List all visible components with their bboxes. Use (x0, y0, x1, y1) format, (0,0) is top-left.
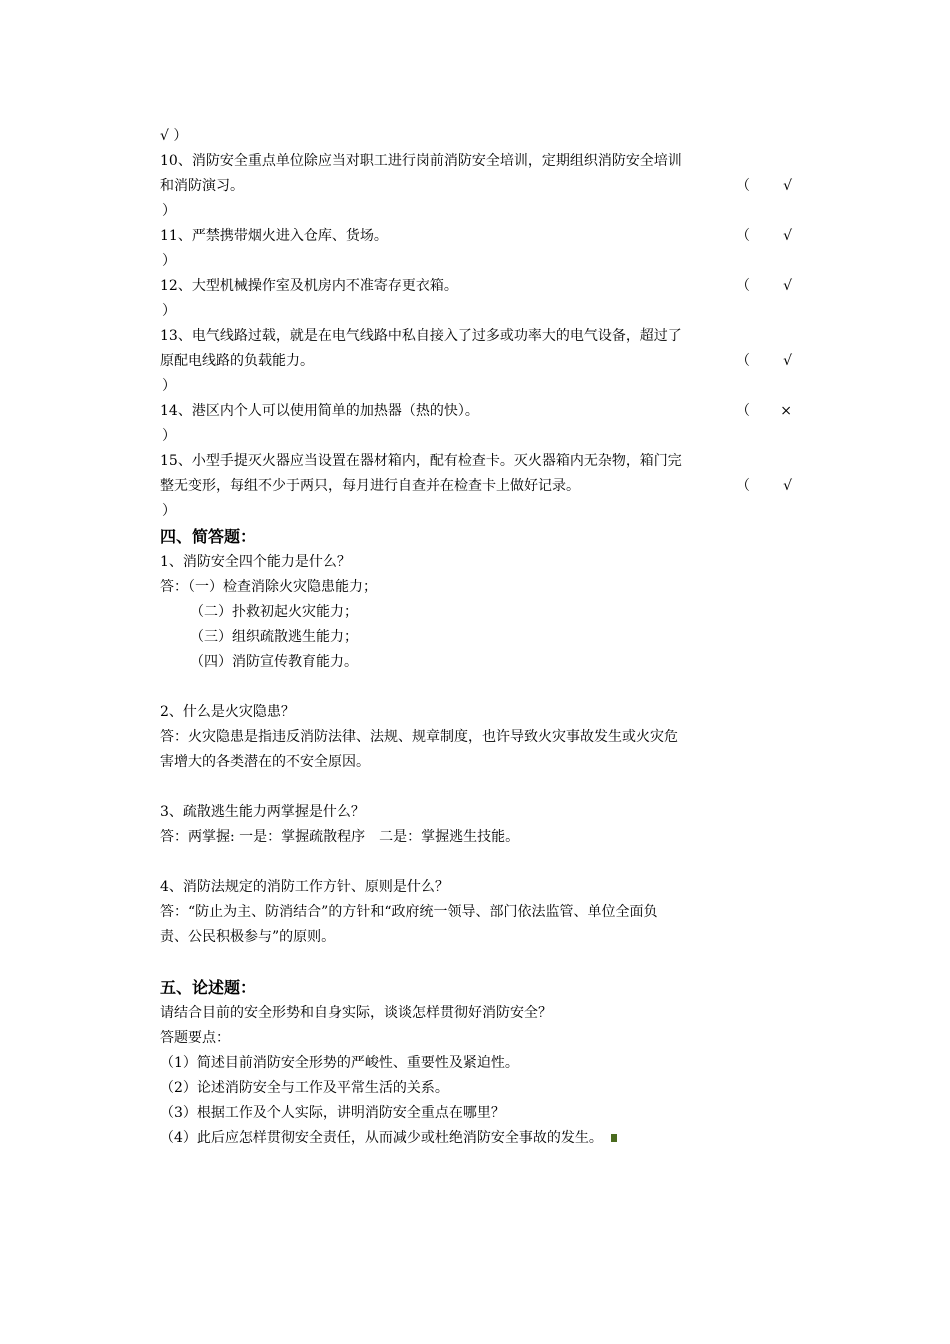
tf-item-14-text: 14、港区内个人可以使用简单的加热器（热的快）。 (160, 403, 479, 419)
paren-close: ） (162, 203, 176, 219)
paren-open: （ (736, 403, 750, 419)
tf-item-13-line2 (160, 349, 792, 374)
point-1: （1）简述目前消防安全形势的严峻性、重要性及紧迫性。 (160, 1055, 519, 1071)
tf-item-12-text: 12、大型机械操作室及机房内不准寄存更衣箱。 (160, 278, 458, 294)
answer-mark: √ (783, 278, 792, 294)
tf-item-13-text: 原配电线路的负载能力。 (160, 353, 314, 369)
paren-close: ） (162, 503, 176, 519)
tf-item-12-answer (736, 274, 792, 299)
spacer (160, 950, 792, 975)
paren-close: ） (162, 378, 176, 394)
tf-item-15-answer (736, 474, 792, 499)
q1-answer-2: （二）扑救初起火灾能力； (190, 604, 358, 620)
q4-question: 4、消防法规定的消防工作方针、原则是什么？ (160, 879, 449, 895)
paren-close: ） (162, 303, 176, 319)
essay-prompt: 请结合目前的安全形势和自身实际，谈谈怎样贯彻好消防安全？ (160, 1005, 552, 1021)
paren-close: ） (162, 253, 176, 269)
q2-answer-2: 害增大的各类潜在的不安全原因。 (160, 754, 370, 770)
q3-answer-1: 答：两掌握: 一是：掌握疏散程序 二是：掌握逃生技能。 (160, 829, 520, 845)
tf-item-13-line1: 13、电气线路过载，就是在电气线路中私自接入了过多或功率大的电气设备，超过了 (160, 328, 682, 344)
spacer (160, 850, 792, 875)
tf-item-11-answer (736, 224, 792, 249)
q4-answer-1: 答：“防止为主、防消结合”的方针和“政府统一领导、部门依法监管、单位全面负 (160, 904, 658, 920)
tf-item-10-answer (736, 174, 792, 199)
tf-item-11 (160, 224, 792, 249)
tf-item-15-line2 (160, 474, 792, 499)
paren-open: （ (736, 353, 750, 369)
q1-answer-3: （三）组织疏散逃生能力； (190, 629, 358, 645)
q1-answer-4: （四）消防宣传教育能力。 (190, 654, 358, 670)
q2-answer-1: 答：火灾隐患是指违反消防法律、法规、规章制度，也许导致火灾事故发生或火灾危 (160, 729, 678, 745)
point-4: （4）此后应怎样贯彻安全责任，从而减少或杜绝消防安全事故的发生。 (160, 1130, 603, 1146)
answer-mark: √ (783, 478, 792, 494)
tf-item-13-answer (736, 349, 792, 374)
answer-mark: √ (783, 228, 792, 244)
paren-open: （ (736, 478, 750, 494)
answer-mark: √ (783, 353, 792, 369)
point-2: （2）论述消防安全与工作及平常生活的关系。 (160, 1080, 449, 1096)
paren-open: （ (736, 278, 750, 294)
document-page (160, 124, 792, 1151)
q1-answer-1: 答：（一）检查消除火灾隐患能力； (160, 579, 377, 595)
point-4-row (160, 1126, 792, 1151)
paren-open: （ (736, 228, 750, 244)
q2-question: 2、什么是火灾隐患？ (160, 704, 295, 720)
tf-item-10-line2 (160, 174, 792, 199)
end-marker-icon (611, 1134, 617, 1142)
tf-item-10-text: 和消防演习。 (160, 178, 244, 194)
tf-item-11-text: 11、严禁携带烟火进入仓库、货场。 (160, 228, 388, 244)
section-5-title: 五、论述题： (160, 978, 257, 997)
q1-question: 1、消防安全四个能力是什么？ (160, 554, 351, 570)
point-3: （3）根据工作及个人实际，讲明消防安全重点在哪里？ (160, 1105, 505, 1121)
section-4-title: 四、简答题： (160, 527, 257, 546)
q3-question: 3、疏散逃生能力两掌握是什么？ (160, 804, 365, 820)
paren-close: ） (162, 428, 176, 444)
answer-mark: √ (783, 178, 792, 194)
spacer (160, 675, 792, 700)
tf-item-9-tail: √ ） (160, 128, 188, 144)
tf-item-15-line1: 15、小型手提灭火器应当设置在器材箱内，配有检查卡。灭火器箱内无杂物，箱门完 (160, 453, 682, 469)
tf-item-15-text: 整无变形，每组不少于两只，每月进行自查并在检查卡上做好记录。 (160, 478, 580, 494)
paren-open: （ (736, 178, 750, 194)
answer-mark: × (780, 403, 792, 419)
spacer (160, 775, 792, 800)
tf-item-14 (160, 399, 792, 424)
tf-item-14-answer (736, 399, 792, 424)
points-label: 答题要点： (160, 1030, 230, 1046)
q4-answer-2: 责、公民积极参与”的原则。 (160, 929, 336, 945)
tf-item-10-line1: 10、消防安全重点单位除应当对职工进行岗前消防安全培训，定期组织消防安全培训 (160, 153, 682, 169)
tf-item-12 (160, 274, 792, 299)
